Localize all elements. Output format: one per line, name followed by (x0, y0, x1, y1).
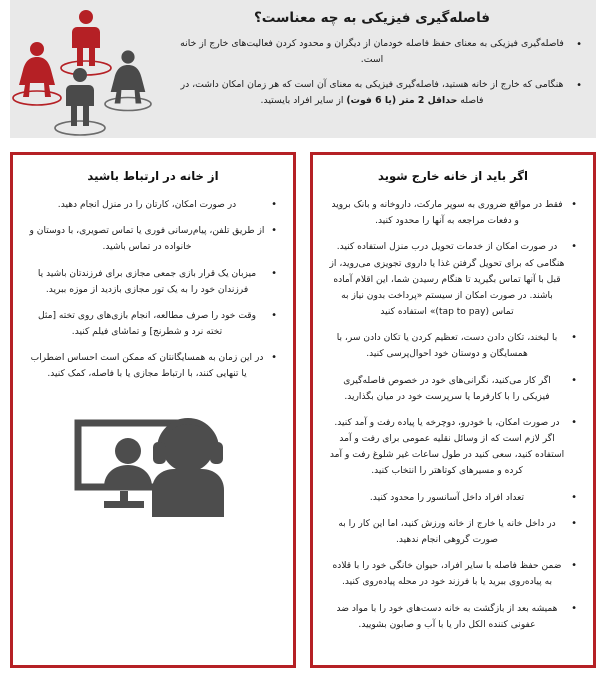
list-item (327, 239, 577, 320)
panel-stay-connected-title: از خانه در ارتباط باشید (87, 169, 219, 183)
list-item-text: وقت خود را صرف مطالعه، انجام بازی‌های روی تخته [مثل تخته نرد و شطرنج] و تماشای فیلم کنید. (37, 310, 256, 338)
list-item (327, 197, 577, 229)
list-item (327, 415, 577, 480)
person-male-dark-icon (50, 66, 110, 136)
list-item (327, 601, 577, 633)
header-bullet-text: فاصله‌گیری فیزیکی به معنای حفظ فاصله خودمان از دیگران و محدود کردن فعالیت‌های خارج از خانه است. (180, 37, 564, 65)
list-item (27, 266, 277, 298)
list-item-text: در این زمان به همسایگانتان که ممکن است احساس اضطراب یا تنهایی کنند، با ارتباط مجازی یا با فاصله، کمک کنید. (30, 353, 264, 380)
list-item (327, 330, 577, 362)
list-item-text: در داخل خانه یا خارج از خانه ورزش کنید، اما این کار را به صورت گروهی انجام ندهید. (338, 518, 556, 545)
list-item-text: تعداد افراد داخل آسانسور را محدود کنید. (369, 492, 525, 503)
header-bullet-item (162, 36, 582, 68)
page-title: فاصله‌گیری فیزیکی به چه معناست؟ (253, 10, 491, 26)
going-outside-bullet-list (313, 197, 593, 633)
stay-connected-bullet-list (13, 197, 293, 383)
header-text-block (150, 0, 596, 138)
list-item-text: در صورت امکان از خدمات تحویل درب منزل استفاده کنید. هنگامی که برای تحویل گرفتن غذا یا داروی تجویزی می‌روید، از قبل با آنها تماس بگیرید تا هنگام رسیدن شما، این اقلام آماده باشند. در صورت امکان از سیستم «پرداخت بدون نیاز به تماس (tap to pay)» استفاده کنید (329, 242, 565, 318)
header-bullet-text-tail: از سایر افراد بایستید. (260, 94, 347, 106)
list-item (327, 373, 577, 405)
list-item (27, 197, 277, 213)
header-bullet-list (162, 36, 582, 109)
header-bullet-item (162, 77, 582, 109)
list-item-text: همیشه بعد از بازگشت به خانه دست‌های خود را با مواد ضد عفونی کننده الکل دار یا با آب و صابون بشویید. (336, 603, 558, 630)
list-item-text: میزبان یک قرار بازی جمعی مجازی برای فرزندتان باشید یا فرزندان خود را به یک تور مجازی بازدید از موزه ببرید. (37, 268, 257, 295)
header-banner (10, 0, 596, 138)
list-item-text: فقط در مواقع ضروری به سوپر مارکت، داروخانه و بانک بروید و دفعات مراجعه به آنها را محدود کنید. (331, 200, 563, 227)
header-bullet-text: هنگامی که خارج از خانه هستید، فاصله‌گیری فیزیکی به معنای آن است که هر زمان امکان داشت، در فاصله (180, 78, 564, 106)
list-item (27, 308, 277, 340)
list-item-text: در صورت امکان، با خودرو، دوچرخه یا پیاده رفت و آمد کنید. اگر لازم است که از وسائل نقلیه عمومی برای رفت و آمد استفاده کنید، سعی کنید در طول ساعات غیر شلوغ رفت و آمد کرده و مسیرهای کوتاهتر را انتخاب کنید. (329, 417, 565, 477)
list-item-text: با لبخند، تکان دادن دست، تعظیم کردن یا تکان دادن سر، با همسایگان و دوستان خود احوال‌پرسی کنید. (336, 333, 558, 360)
list-item-text: در صورت امکان، کارتان را در منزل انجام دهید. (57, 200, 237, 211)
list-item-text: ضمن حفظ فاصله با سایر افراد، حیوان خانگی خود را با قلاده به پیاده‌روی ببرید یا با فرزند خود در محله پیاده‌روی کنید. (332, 561, 562, 588)
list-item (327, 490, 577, 506)
list-item (327, 558, 577, 590)
list-item-text: از طریق تلفن، پیام‌رسانی فوری یا تماس تصویری، با دوستان و خانواده در تماس باشید. (29, 226, 265, 253)
panel-going-outside-title: اگر باید از خانه خارج شوید (377, 169, 529, 183)
list-item (27, 223, 277, 255)
distancing-figures-illustration (10, 0, 150, 138)
video-call-illustration (13, 409, 293, 521)
list-item (327, 516, 577, 548)
video-call-headset-icon (48, 409, 258, 521)
list-item (27, 350, 277, 382)
panel-stay-connected-home (10, 152, 296, 668)
list-item-text: اگر کار می‌کنید، نگرانی‌های خود در خصوص فاصله‌گیری فیزیکی را با کارفرما یا سرپرست خود در میان بگذارید. (343, 375, 551, 402)
panel-going-outside (310, 152, 596, 668)
header-bullet-emphasis: حداقل 2 متر (یا 6 فوت) (346, 94, 458, 106)
